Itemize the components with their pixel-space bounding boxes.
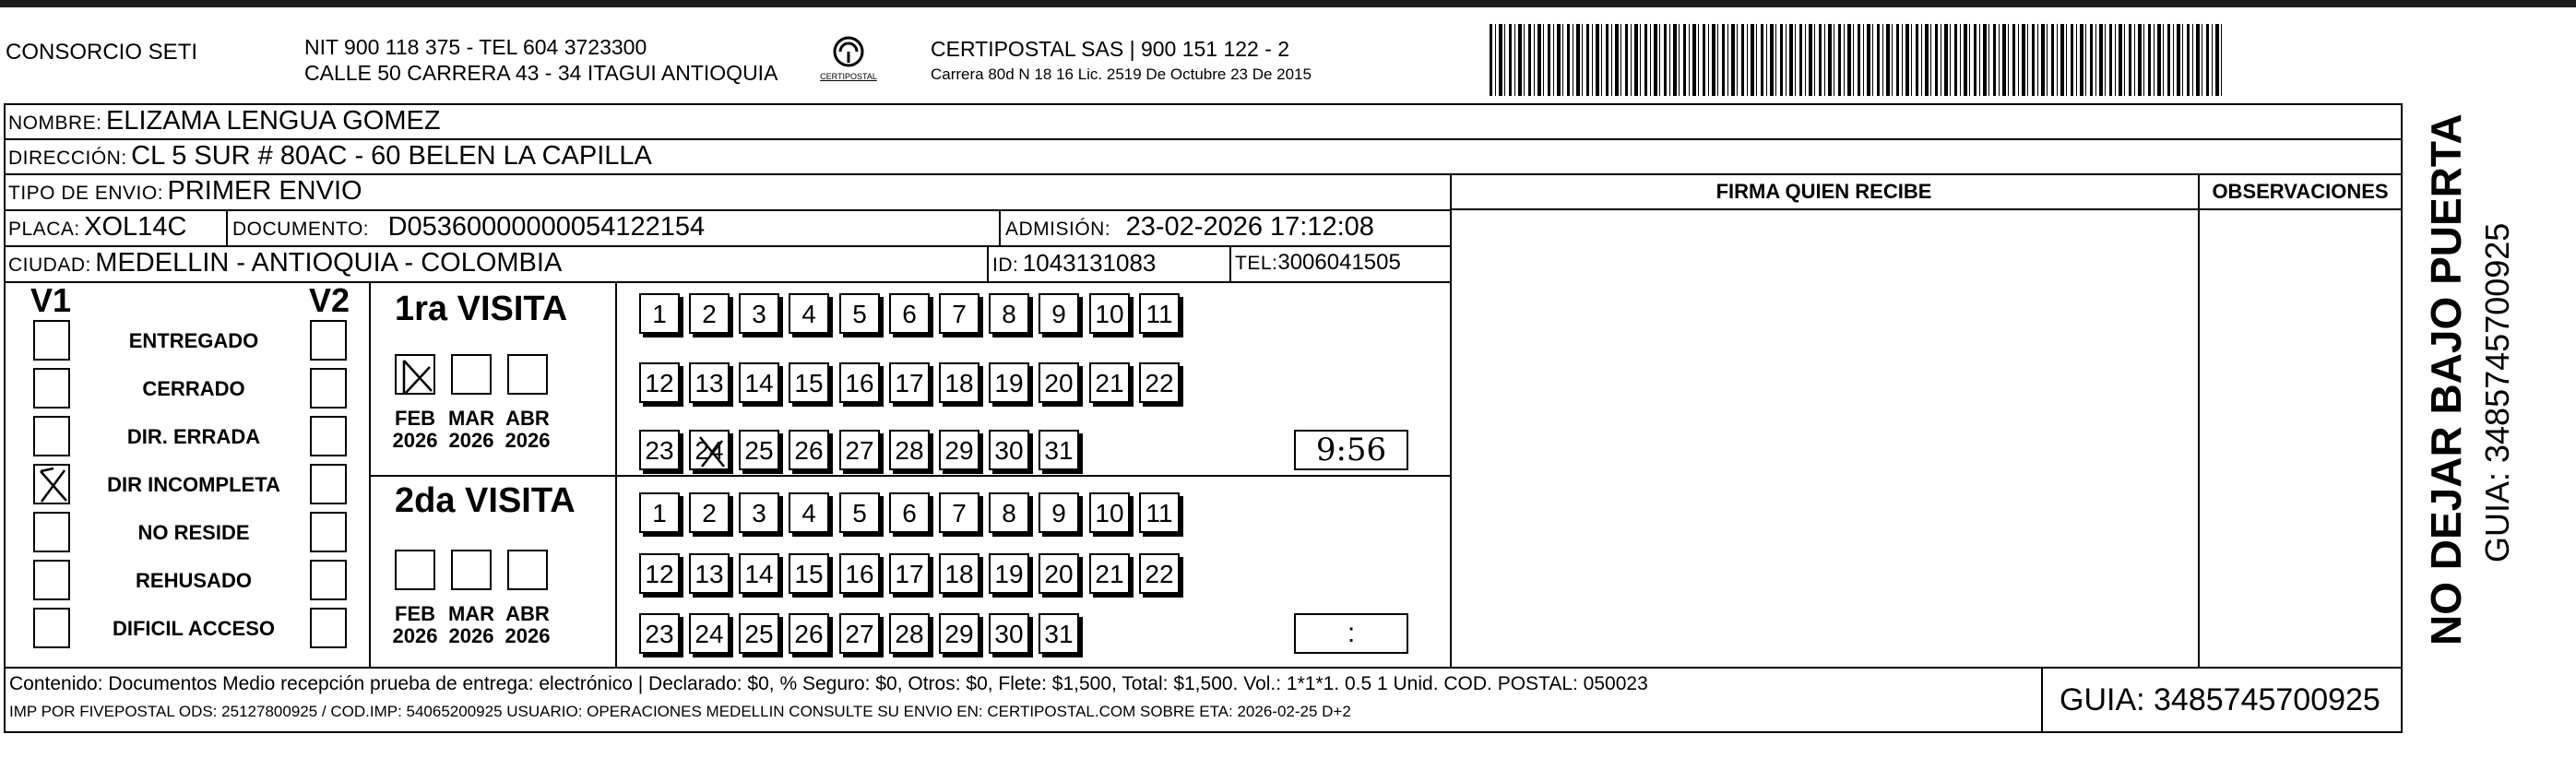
v2-checkbox[interactable] <box>310 512 347 552</box>
footer-guia: GUIA: 3485745700925 <box>2060 682 2380 717</box>
first-visit-day[interactable]: 31 <box>1039 430 1079 470</box>
second-visit-day[interactable]: 16 <box>839 553 880 594</box>
first-month-checkbox[interactable] <box>507 354 548 395</box>
first-visit-day[interactable]: 11 <box>1139 293 1180 334</box>
first-visit-day[interactable]: 13 <box>689 362 730 403</box>
second-visit-day[interactable]: 7 <box>939 492 979 533</box>
ciudad-cell <box>8 247 562 283</box>
first-visit-day[interactable]: 28 <box>889 430 930 470</box>
placa-label: PLACA: <box>8 219 80 240</box>
month-label <box>387 603 443 647</box>
ciudad-value: MEDELLIN - ANTIOQUIA - COLOMBIA <box>95 248 563 278</box>
second-visit-day[interactable]: 28 <box>889 613 930 654</box>
tipo-label: TIPO DE ENVIO: <box>8 183 164 204</box>
second-visit-day[interactable]: 21 <box>1089 553 1130 594</box>
license-line: Carrera 80d N 18 16 Lic. 2519 De Octubre 23 De 2015 <box>931 65 1312 83</box>
placa-cell <box>8 211 186 247</box>
tipo-value: PRIMER ENVIO <box>167 176 362 206</box>
certipostal-logo <box>812 33 885 89</box>
first-month-checkbox-checked[interactable] <box>395 354 435 395</box>
v1-checkbox[interactable] <box>33 512 70 552</box>
nombre-value: ELIZAMA LENGUA GOMEZ <box>105 106 441 136</box>
first-visit-day[interactable]: 22 <box>1139 362 1180 403</box>
tel-value: 3006041505 <box>1277 250 1401 275</box>
month-year: 2026 <box>392 624 438 647</box>
month-year: 2026 <box>392 429 438 452</box>
direccion-label: DIRECCIÓN: <box>8 148 127 169</box>
v1-checkbox[interactable] <box>33 560 70 600</box>
id-label: ID: <box>992 255 1019 276</box>
v2-checkbox[interactable] <box>310 464 347 504</box>
col-line <box>987 245 989 281</box>
second-visit-day[interactable]: 25 <box>739 613 779 654</box>
v2-heading: V2 <box>309 281 350 319</box>
second-visit-day[interactable]: 5 <box>839 492 880 533</box>
admision-label: ADMISIÓN: <box>1005 219 1111 240</box>
v1-checkbox[interactable] <box>33 320 70 361</box>
month-year: 2026 <box>448 624 494 647</box>
top-band <box>0 0 2576 7</box>
col-line <box>1450 173 1452 667</box>
company-name: CONSORCIO SETI <box>6 40 198 65</box>
first-visit-day[interactable]: 23 <box>639 430 680 470</box>
v1-heading: V1 <box>30 281 72 319</box>
second-visit-day[interactable]: 9 <box>1039 492 1079 533</box>
v2-checkbox[interactable] <box>310 560 347 600</box>
col-line <box>369 281 371 667</box>
visit-option-label: NO RESIDE <box>137 521 250 544</box>
first-visit-day[interactable]: 27 <box>839 430 880 470</box>
second-visit-day[interactable]: 4 <box>789 492 829 533</box>
second-visit-day[interactable]: 27 <box>839 613 880 654</box>
month-name: ABR <box>505 602 550 625</box>
row-line <box>1450 208 2403 210</box>
first-visit-day-marked[interactable]: 24 <box>689 430 730 470</box>
first-visit-time[interactable]: 9:56 <box>1294 430 1408 470</box>
first-visit-day[interactable]: 19 <box>989 362 1029 403</box>
visit-option-label: REHUSADO <box>136 569 252 592</box>
col-line <box>226 209 228 245</box>
v1-checkbox-checked[interactable] <box>33 464 70 504</box>
v2-checkbox[interactable] <box>310 608 347 648</box>
first-visit-day[interactable]: 26 <box>789 430 829 470</box>
month-name: MAR <box>447 407 495 430</box>
second-visit-day[interactable]: 2 <box>689 492 730 533</box>
visit-divider <box>369 475 1450 477</box>
v2-checkbox[interactable] <box>310 320 347 361</box>
month-year: 2026 <box>448 429 494 452</box>
second-visit-day[interactable]: 12 <box>639 553 680 594</box>
visit-option-label: DIR INCOMPLETA <box>107 473 280 496</box>
second-visit-day[interactable]: 3 <box>739 492 779 533</box>
firma-header: FIRMA QUIEN RECIBE <box>1715 180 1932 203</box>
placa-value: XOL14C <box>84 212 187 242</box>
month-label <box>500 408 555 452</box>
second-visit-day[interactable]: 14 <box>739 553 779 594</box>
first-visit-day[interactable]: 12 <box>639 362 680 403</box>
second-month-checkbox[interactable] <box>507 550 548 590</box>
month-name: FEB <box>395 602 435 625</box>
visit-option-label: CERRADO <box>142 377 245 400</box>
second-visit-title: 2da VISITA <box>395 481 576 520</box>
month-year: 2026 <box>505 624 551 647</box>
second-visit-day[interactable]: 15 <box>789 553 829 594</box>
visit-option-label: DIR. ERRADA <box>126 425 261 448</box>
first-visit-day[interactable]: 25 <box>739 430 779 470</box>
second-visit-day[interactable]: 19 <box>989 553 1029 594</box>
nombre-row <box>8 105 441 141</box>
second-visit-day[interactable]: 24 <box>689 613 730 654</box>
documento-value: D05360000000054122154 <box>387 212 706 242</box>
first-visit-day[interactable]: 20 <box>1039 362 1079 403</box>
second-visit-day[interactable]: 6 <box>889 492 930 533</box>
second-month-checkbox[interactable] <box>395 550 435 590</box>
second-visit-day[interactable]: 11 <box>1139 492 1180 533</box>
col-line <box>999 209 1001 245</box>
first-visit-day[interactable]: 29 <box>939 430 979 470</box>
col-line <box>2198 173 2200 667</box>
tel-label: TEL: <box>1235 253 1278 274</box>
footer-imp: IMP POR FIVEPOSTAL ODS: 25127800925 / COD.IMP: 54065200925 USUARIO: OPERACIONES MEDELLIN CONSULTE SU ENVIO EN: CERTIPOSTAL.COM SOBRE ETA: 2026-02-25 D+2 <box>9 703 1351 720</box>
certipostal-line: CERTIPOSTAL SAS | 900 151 122 - 2 <box>931 37 1290 61</box>
col-line <box>1229 245 1231 281</box>
first-visit-day[interactable]: 21 <box>1089 362 1130 403</box>
visit-option-label: DIFICIL ACCESO <box>112 617 275 640</box>
logo-text: CERTIPOSTAL <box>820 72 877 81</box>
tel-cell <box>1235 247 1401 281</box>
address-line: CALLE 50 CARRERA 43 - 34 ITAGUI ANTIOQUIA <box>304 61 778 85</box>
first-visit-day[interactable]: 6 <box>889 293 930 334</box>
first-visit-day[interactable]: 4 <box>789 293 829 334</box>
second-visit-day[interactable]: 1 <box>639 492 680 533</box>
month-label <box>500 603 555 647</box>
month-name: ABR <box>505 407 550 430</box>
id-cell <box>992 247 1156 283</box>
second-visit-day[interactable]: 18 <box>939 553 979 594</box>
documento-label: DOCUMENTO: <box>232 219 370 240</box>
first-visit-day[interactable]: 2 <box>689 293 730 334</box>
second-visit-day[interactable]: 31 <box>1039 613 1079 654</box>
first-visit-day[interactable]: 9 <box>1039 293 1079 334</box>
second-visit-day[interactable]: 13 <box>689 553 730 594</box>
first-visit-day[interactable]: 8 <box>989 293 1029 334</box>
second-visit-day[interactable]: 22 <box>1139 553 1180 594</box>
visit-option-label: ENTREGADO <box>128 329 259 352</box>
first-visit-day[interactable]: 3 <box>739 293 779 334</box>
direccion-row <box>8 140 652 176</box>
v1-checkbox[interactable] <box>33 608 70 648</box>
second-visit-day[interactable]: 8 <box>989 492 1029 533</box>
second-month-checkbox[interactable] <box>451 550 492 590</box>
id-value: 1043131083 <box>1022 249 1157 277</box>
col-line <box>2041 667 2043 733</box>
col-line <box>615 281 617 667</box>
v2-checkbox[interactable] <box>310 416 347 456</box>
first-visit-title: 1ra VISITA <box>395 290 568 328</box>
first-visit-day[interactable]: 18 <box>939 362 979 403</box>
nombre-label: NOMBRE: <box>8 113 102 134</box>
observaciones-header: OBSERVACIONES <box>2212 180 2389 203</box>
barcode <box>1490 24 2223 96</box>
admision-cell <box>1005 211 1374 247</box>
first-month-checkbox[interactable] <box>451 354 492 395</box>
first-visit-day[interactable]: 7 <box>939 293 979 334</box>
second-visit-day[interactable]: 10 <box>1089 492 1130 533</box>
side-guia: GUIA: 3485745700925 <box>2478 222 2516 563</box>
footer-contenido: Contenido: Documentos Medio recepción prueba de entrega: electrónico | Declarado: $0, % Seguro: $0, Otros: $0, Flete: $1,500, Total: $1,500. Vol.: 1*1*1. 0.5 1 Unid. COD. POSTAL: 050023 <box>9 673 1648 694</box>
admision-value: 23-02-2026 17:12:08 <box>1125 212 1374 242</box>
direccion-value: CL 5 SUR # 80AC - 60 BELEN LA CAPILLA <box>131 141 652 171</box>
first-visit-day[interactable]: 17 <box>889 362 930 403</box>
side-warning: NO DEJAR BAJO PUERTA <box>2422 113 2470 645</box>
ciudad-label: CIUDAD: <box>8 255 91 276</box>
second-visit-day[interactable]: 29 <box>939 613 979 654</box>
first-visit-day[interactable]: 5 <box>839 293 880 334</box>
second-visit-day[interactable]: 20 <box>1039 553 1079 594</box>
first-visit-day[interactable]: 15 <box>789 362 829 403</box>
first-visit-day[interactable]: 10 <box>1089 293 1130 334</box>
month-label <box>444 603 499 647</box>
nit-line: NIT 900 118 375 - TEL 604 3723300 <box>304 35 647 59</box>
second-visit-day[interactable]: 17 <box>889 553 930 594</box>
first-visit-day[interactable]: 14 <box>739 362 779 403</box>
month-label <box>444 408 499 452</box>
month-name: FEB <box>395 407 435 430</box>
first-visit-day[interactable]: 1 <box>639 293 680 334</box>
first-visit-day[interactable]: 16 <box>839 362 880 403</box>
v1-checkbox[interactable] <box>33 368 70 409</box>
tipo-row <box>8 175 362 211</box>
month-name: MAR <box>447 602 495 625</box>
documento-cell <box>232 211 705 247</box>
first-visit-day[interactable]: 30 <box>989 430 1029 470</box>
second-visit-time[interactable]: : <box>1294 613 1408 654</box>
second-visit-day[interactable]: 26 <box>789 613 829 654</box>
month-label <box>387 408 443 452</box>
month-year: 2026 <box>505 429 551 452</box>
v2-checkbox[interactable] <box>310 368 347 409</box>
second-visit-day[interactable]: 30 <box>989 613 1029 654</box>
v1-checkbox[interactable] <box>33 416 70 456</box>
second-visit-day[interactable]: 23 <box>639 613 680 654</box>
